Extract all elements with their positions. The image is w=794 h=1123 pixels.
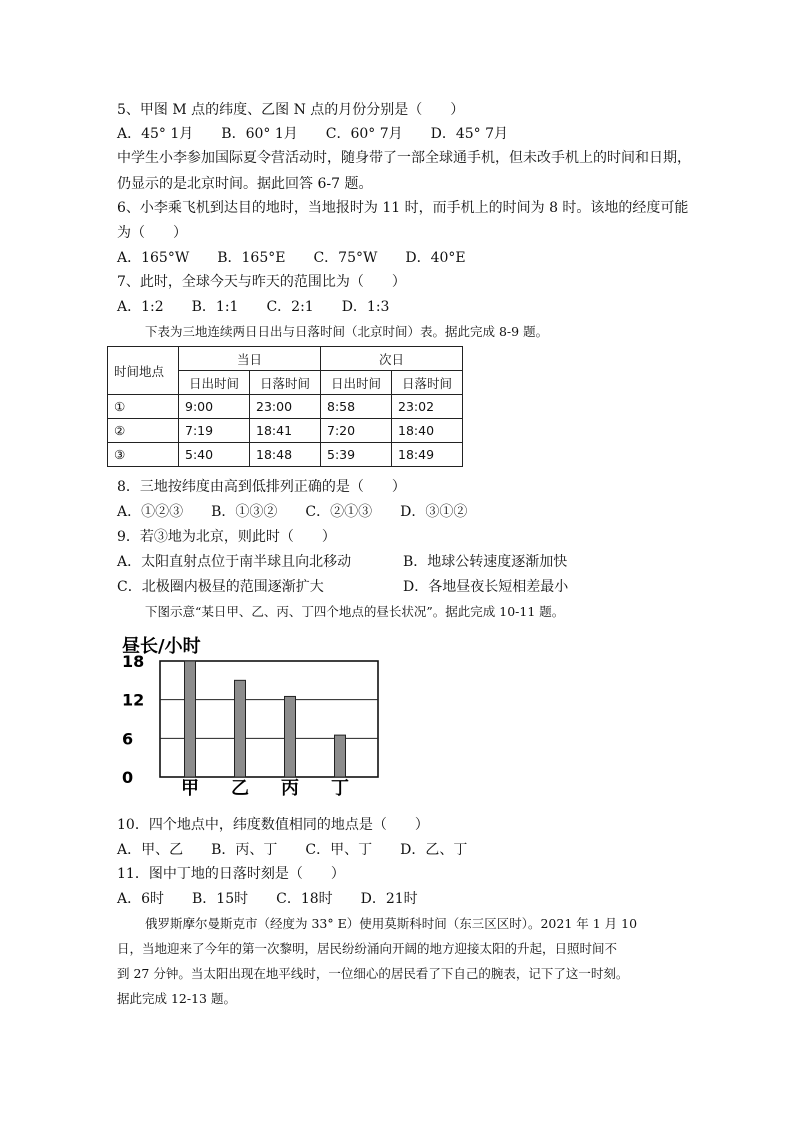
table-corner-label: 时间地点 [108, 347, 179, 395]
chart-bars [185, 661, 346, 777]
sun-times-table [107, 346, 463, 467]
q9-option-c: C．北极圈内极昼的范围逐渐扩大 [117, 579, 324, 595]
table-subheader: 日出时间 [179, 371, 250, 395]
bar [335, 735, 346, 777]
q11-options: A．6时 B．15时 C．18时 D．21时 [117, 891, 418, 907]
table-day2-header: 次日 [321, 347, 463, 371]
table-subheader: 日出时间 [321, 371, 392, 395]
intro-12-13-line2: 日，当地迎来了今年的第一次黎明，居民纷纷涌向开阔的地方迎接太阳的升起，日照时间不 [117, 941, 618, 956]
table-row [108, 419, 463, 443]
intro-12-13-line1: 俄罗斯摩尔曼斯克市（经度为 33° E）使用莫斯科时间（东三区区时）。2021 年 1 月 10 [145, 916, 638, 931]
time-cell: 18:41 [250, 419, 321, 443]
place-cell: ② [108, 419, 179, 443]
intro-12-13-line4: 据此完成 12-13 题。 [117, 991, 236, 1006]
x-tick-label: 乙 [231, 778, 249, 799]
intro-8-9: 下表为三地连续两日日出与日落时间（北京时间）表。据此完成 8-9 题。 [145, 324, 549, 339]
q10-options: A．甲、乙 B．丙、丁 C．甲、丁 D．乙、丁 [117, 842, 468, 858]
intro-6-7-line1: 中学生小李参加国际夏令营活动时，随身带了一部全球通手机，但未改手机上的时间和日期， [117, 150, 691, 166]
q10-stem: 10．四个地点中，纬度数值相同的地点是（ ） [117, 817, 429, 833]
q6-stem-line1: 6、小李乘飞机到达目的地时，当地报时为 11 时，而手机上的时间为 8 时。该地的经度可能 [117, 200, 689, 216]
table-row [108, 395, 463, 419]
y-tick-label: 6 [122, 729, 134, 749]
time-cell: 5:40 [179, 443, 250, 467]
intro-12-13-line3: 到 27 分钟。当太阳出现在地平线时，一位细心的居民看了下自己的腕表，记下了这一时刻。 [117, 966, 629, 981]
q8-stem: 8．三地按纬度由高到低排列正确的是（ ） [117, 479, 406, 495]
time-cell: 18:49 [392, 443, 463, 467]
time-cell: 8:58 [321, 395, 392, 419]
x-tick-label: 丁 [331, 778, 349, 799]
y-tick-label: 18 [122, 652, 145, 671]
q11-stem: 11．图中丁地的日落时刻是（ ） [117, 866, 345, 882]
time-cell: 5:39 [321, 443, 392, 467]
q7-stem: 7、此时，全球今天与昨天的范围比为（ ） [117, 274, 406, 290]
q6-options: A．165°W B．165°E C．75°W D．40°E [117, 250, 466, 266]
bar [235, 680, 246, 777]
time-cell: 7:19 [179, 419, 250, 443]
intro-10-11: 下图示意“某日甲、乙、丙、丁四个地点的昼长状况”。据此完成 10-11 题。 [145, 604, 565, 619]
table-subheader: 日落时间 [392, 371, 463, 395]
place-cell: ① [108, 395, 179, 419]
q9-option-d: D．各地昼夜长短相差最小 [403, 579, 569, 595]
time-cell: 18:48 [250, 443, 321, 467]
q9-option-a: A．太阳直射点位于南半球且向北移动 [117, 554, 352, 570]
y-tick-label: 12 [122, 690, 145, 710]
q7-options: A．1:2 B．1:1 C．2:1 D．1:3 [117, 299, 390, 315]
y-tick-label: 0 [122, 768, 134, 787]
table-subheader: 日落时间 [250, 371, 321, 395]
chart-yticks [122, 652, 144, 787]
x-tick-label: 甲 [181, 778, 199, 799]
q5-options: A．45° 1月 B．60° 1月 C．60° 7月 D．45° 7月 [117, 126, 509, 142]
q8-options: A．①②③ B．①③② C．②①③ D．③①② [117, 504, 468, 520]
table-day1-header: 当日 [179, 347, 321, 371]
q6-stem-line2: 为（ ） [117, 225, 187, 241]
time-cell: 9:00 [179, 395, 250, 419]
time-cell: 23:00 [250, 395, 321, 419]
intro-6-7-line2: 仍显示的是北京时间。据此回答 6-7 题。 [117, 176, 373, 192]
time-cell: 7:20 [321, 419, 392, 443]
time-cell: 18:40 [392, 419, 463, 443]
q5-stem: 5、甲图 M 点的纬度、乙图 N 点的月份分别是（ ） [117, 102, 465, 118]
bar [185, 661, 196, 777]
q9-stem: 9．若③地为北京，则此时（ ） [117, 529, 336, 545]
chart-title: 昼长/小时 [122, 636, 201, 657]
table-row [108, 443, 463, 467]
day-length-chart [118, 632, 388, 800]
chart-xlabels [181, 778, 349, 799]
place-cell: ③ [108, 443, 179, 467]
time-cell: 23:02 [392, 395, 463, 419]
bar [285, 696, 296, 777]
x-tick-label: 丙 [281, 778, 299, 799]
q9-option-b: B．地球公转速度逐渐加快 [403, 554, 568, 570]
